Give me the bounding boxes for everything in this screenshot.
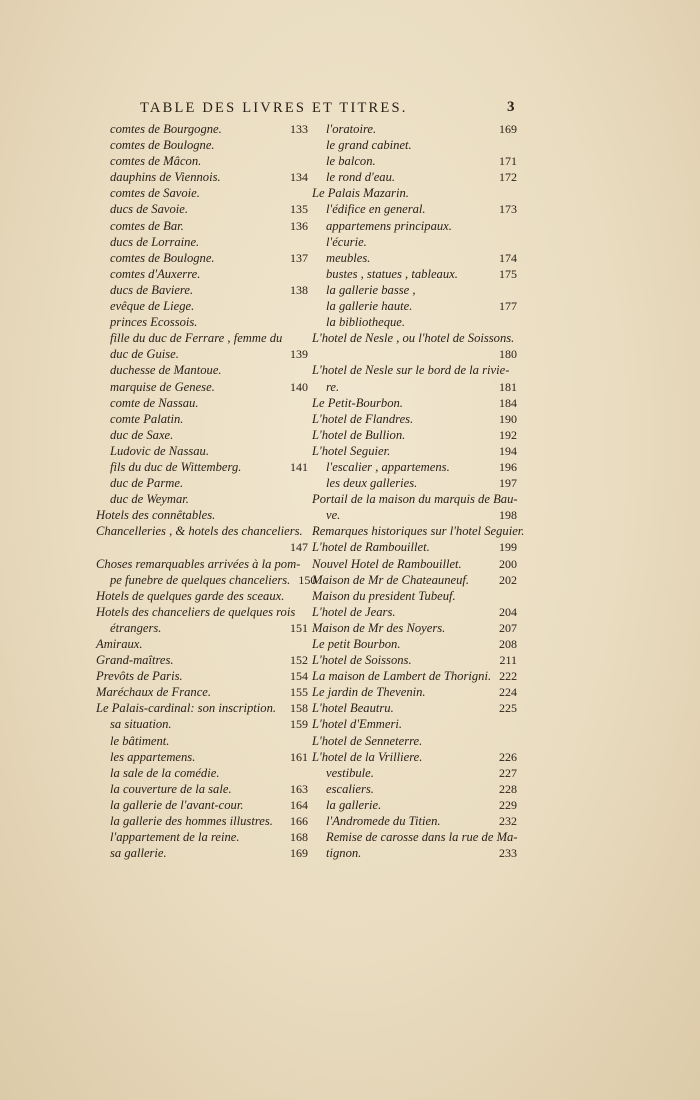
entry-page-number: 141 — [290, 459, 308, 474]
index-entry — [96, 781, 308, 797]
index-entry — [312, 845, 517, 861]
entry-title: L'hotel de Bullion. — [312, 427, 406, 442]
index-entry — [312, 829, 517, 845]
entry-title: sa situation. — [110, 717, 172, 732]
entry-title: L'hotel de Nesle , ou l'hotel de Soissons. — [312, 331, 515, 346]
index-entry — [96, 443, 308, 459]
index-entry — [96, 620, 308, 636]
entry-title: Hotels des connêtables. — [96, 508, 216, 523]
index-entry — [96, 700, 308, 716]
entry-title: la sale de la comédie. — [110, 765, 220, 780]
entry-title: Ludovic de Nassau. — [110, 443, 209, 458]
index-entry — [96, 459, 308, 475]
entry-page-number: 202 — [499, 572, 517, 587]
entry-title: Amiraux. — [96, 637, 143, 651]
entry-page-number: 197 — [499, 476, 517, 491]
index-entry — [96, 684, 308, 700]
index-entry — [96, 829, 308, 845]
index-entry — [312, 298, 517, 314]
entry-title: duc de Weymar. — [110, 492, 189, 507]
entry-title: la gallerie des hommes illustres. — [110, 814, 273, 829]
entry-page-number: 177 — [499, 299, 517, 314]
entry-title: Le petit Bourbon. — [312, 637, 401, 651]
entry-page-number: 225 — [499, 701, 517, 716]
index-entry — [312, 684, 517, 700]
entry-title: comtes de Savoie. — [110, 186, 200, 201]
entry-page-number: 190 — [499, 411, 517, 426]
index-entry — [96, 137, 308, 153]
entry-page-number: 138 — [290, 282, 308, 297]
entry-title: L'hotel d'Emmeri. — [312, 717, 403, 732]
entry-page-number: 155 — [290, 685, 308, 700]
index-entry — [312, 572, 517, 588]
index-entry — [312, 668, 517, 684]
index-entry — [312, 620, 517, 636]
entry-title: evêque de Liege. — [110, 299, 195, 314]
index-entry — [96, 539, 308, 555]
entry-title: la couverture de la sale. — [110, 781, 232, 796]
index-entry — [96, 845, 308, 861]
entry-title: Chancelleries , & hotels des chanceliers. — [96, 524, 303, 539]
index-entry — [312, 362, 517, 378]
index-entry — [96, 201, 308, 217]
entry-title: L'hotel de Soissons. — [312, 653, 412, 668]
entry-title: l'oratoire. — [326, 122, 377, 136]
entry-page-number: 158 — [290, 701, 308, 716]
index-entry — [312, 169, 517, 185]
index-entry — [312, 716, 517, 732]
entry-page-number: 169 — [499, 122, 517, 136]
index-entry — [312, 556, 517, 572]
entry-title: L'hotel de la Vrilliere. — [312, 749, 423, 764]
index-entry — [312, 201, 517, 217]
entry-title: ducs de Lorraine. — [110, 234, 200, 249]
entry-title: la gallerie. — [326, 797, 382, 812]
index-entry — [96, 379, 308, 395]
entry-title: Remise de carosse dans la rue de Ma- — [326, 830, 518, 845]
entry-title: Hotels de quelques garde des sceaux. — [96, 588, 285, 603]
entry-title: les appartemens. — [110, 749, 196, 764]
entry-title: Le jardin de Thevenin. — [312, 685, 426, 700]
index-column-left — [96, 121, 317, 861]
entry-title: marquise de Genese. — [110, 379, 215, 394]
index-entry — [96, 121, 308, 137]
entry-page-number: 174 — [499, 250, 517, 265]
index-entry — [96, 153, 308, 169]
entry-title: comtes de Mâcon. — [110, 154, 202, 169]
entry-title: duc de Parme. — [110, 476, 184, 491]
index-entry — [312, 636, 517, 652]
entry-title: Remarques historiques sur l'hotel Seguier. — [312, 524, 525, 539]
entry-title: La maison de Lambert de Thorigni. — [312, 669, 492, 684]
index-entry — [312, 411, 517, 427]
index-entry — [312, 765, 517, 781]
entry-page-number: 224 — [499, 685, 517, 700]
entry-title: le bâtiment. — [110, 733, 170, 748]
entry-page-number: 229 — [499, 797, 517, 812]
entry-page-number: 198 — [499, 508, 517, 523]
entry-page-number: 204 — [499, 604, 517, 619]
entry-title: sa gallerie. — [110, 846, 167, 861]
index-entry — [96, 588, 308, 604]
entry-title: pe funebre de quelques chanceliers. — [110, 572, 291, 587]
entry-title: meubles. — [326, 250, 371, 265]
entry-title: la gallerie basse , — [326, 282, 416, 297]
entry-page-number: 164 — [290, 797, 308, 812]
index-entry — [312, 266, 517, 282]
entry-page-number: 147 — [290, 540, 308, 555]
entry-title: L'hotel de Flandres. — [312, 411, 414, 426]
entry-title: l'écurie. — [326, 234, 367, 249]
entry-page-number: 136 — [290, 218, 308, 233]
entry-title: ve. — [326, 508, 341, 523]
entry-page-number: 140 — [290, 379, 308, 394]
entry-title: étrangers. — [110, 620, 162, 635]
index-entry — [96, 507, 308, 523]
index-entry — [312, 491, 517, 507]
entry-title: ducs de Savoie. — [110, 202, 188, 217]
entry-title: comtes de Boulogne. — [110, 138, 215, 153]
entry-title: Prevôts de Paris. — [96, 669, 183, 684]
index-entry — [312, 346, 517, 362]
index-entry — [96, 813, 308, 829]
index-entry — [96, 668, 308, 684]
index-entry — [312, 797, 517, 813]
index-entry — [312, 395, 517, 411]
entry-page-number: 175 — [499, 266, 517, 281]
entry-title: Portail de la maison du marquis de Bau- — [312, 492, 518, 507]
entry-page-number: 169 — [290, 846, 308, 861]
entry-title: l'édifice en general. — [326, 202, 426, 217]
index-entry — [96, 556, 308, 572]
index-entry — [312, 749, 517, 765]
entry-title: comte Palatin. — [110, 411, 184, 426]
entry-title: Maison du president Tubeuf. — [312, 588, 456, 603]
index-entry — [312, 507, 517, 523]
entry-page-number: 168 — [290, 830, 308, 845]
entry-title: comtes de Bourgogne. — [110, 122, 222, 136]
entry-page-number: 154 — [290, 669, 308, 684]
entry-title: l'appartement de la reine. — [110, 830, 240, 845]
index-entry — [96, 169, 308, 185]
entry-title: Le Petit-Bourbon. — [312, 395, 403, 410]
entry-title: ducs de Baviere. — [110, 282, 194, 297]
entry-title: fils du duc de Wittemberg. — [110, 459, 242, 474]
index-entry — [312, 218, 517, 234]
index-entry — [96, 716, 308, 732]
entry-title: L'hotel Seguier. — [312, 443, 391, 458]
index-entry — [312, 443, 517, 459]
index-entry — [312, 604, 517, 620]
entry-title: Le Palais Mazarin. — [312, 186, 409, 201]
entry-title: L'hotel de Jears. — [312, 604, 396, 619]
entry-page-number: 192 — [499, 427, 517, 442]
entry-page-number: 171 — [499, 154, 517, 169]
index-entry — [96, 572, 317, 588]
page-number: 3 — [507, 99, 515, 115]
index-entry — [96, 282, 308, 298]
entry-page-number: 227 — [499, 765, 517, 780]
entry-page-number: 207 — [499, 620, 517, 635]
entry-page-number: 159 — [290, 717, 308, 732]
entry-title: Maison de Mr de Chateauneuf. — [312, 572, 470, 587]
entry-title: les deux galleries. — [326, 476, 418, 491]
entry-page-number: 135 — [290, 202, 308, 217]
index-entry — [312, 652, 517, 668]
entry-page-number: 150 — [298, 572, 317, 587]
entry-page-number: 232 — [499, 814, 517, 829]
entry-title: vestibule. — [326, 765, 374, 780]
entry-title: L'hotel Beautru. — [312, 701, 394, 716]
index-entry — [96, 234, 308, 250]
entry-title: la bibliotheque. — [326, 315, 406, 330]
entry-title: la gallerie haute. — [326, 299, 413, 314]
entry-title: duc de Saxe. — [110, 427, 174, 442]
entry-title: comtes d'Auxerre. — [110, 266, 201, 281]
entry-title: tignon. — [326, 846, 362, 861]
index-entry — [96, 523, 308, 539]
entry-title: Grand-maîtres. — [96, 653, 174, 668]
entry-title: la gallerie de l'avant-cour. — [110, 797, 244, 812]
index-entry — [312, 781, 517, 797]
index-entry — [312, 234, 517, 250]
entry-title: l'escalier , appartemens. — [326, 459, 450, 474]
entry-page-number: 222 — [499, 669, 518, 684]
entry-title: Maison de Mr des Noyers. — [312, 620, 446, 635]
entry-page-number: 233 — [499, 846, 517, 861]
index-entry — [96, 266, 308, 282]
index-entry — [96, 346, 308, 362]
entry-page-number: 228 — [499, 781, 517, 796]
index-entry — [312, 250, 517, 266]
index-entry — [312, 813, 517, 829]
entry-page-number: 184 — [499, 395, 517, 410]
entry-page-number: 181 — [499, 379, 517, 394]
index-entry — [312, 733, 517, 749]
index-entry — [96, 491, 308, 507]
index-entry — [96, 250, 308, 266]
entry-page-number: 152 — [290, 653, 308, 668]
entry-title: duc de Guise. — [110, 347, 179, 362]
entry-title: comtes de Bar. — [110, 218, 184, 233]
entry-title: l'Andromede du Titien. — [326, 814, 441, 829]
entry-page-number: 199 — [499, 540, 517, 555]
index-entry — [96, 749, 308, 765]
entry-title: Le Palais-cardinal: son inscription. — [96, 701, 277, 716]
index-entry — [312, 459, 517, 475]
entry-page-number: 196 — [499, 459, 517, 474]
entry-page-number: 208 — [499, 637, 517, 651]
entry-title: duchesse de Mantoue. — [110, 363, 222, 378]
entry-page-number: 173 — [499, 202, 517, 217]
entry-title: appartemens principaux. — [326, 218, 452, 233]
index-entry — [312, 475, 517, 491]
entry-title: le grand cabinet. — [326, 138, 412, 153]
entry-title: dauphins de Viennois. — [110, 170, 221, 185]
entry-page-number: 151 — [290, 620, 308, 635]
entry-title: re. — [326, 379, 340, 394]
index-entry — [312, 121, 517, 137]
entry-page-number: 134 — [290, 170, 308, 185]
entry-page-number: 180 — [499, 347, 517, 362]
index-entry — [312, 539, 517, 555]
index-entry — [96, 411, 308, 427]
index-entry — [96, 314, 308, 330]
index-entry — [312, 137, 517, 153]
index-entry — [312, 523, 525, 539]
entry-page-number: 137 — [290, 250, 308, 265]
index-entry — [96, 427, 308, 443]
running-header: TABLE DES LIVRES ET TITRES. — [140, 100, 408, 116]
entry-title: comtes de Boulogne. — [110, 250, 215, 265]
entry-page-number: 194 — [499, 443, 517, 458]
index-entry — [96, 298, 308, 314]
entry-page-number: 200 — [499, 556, 517, 571]
index-entry — [96, 218, 308, 234]
index-entry — [96, 475, 308, 491]
entry-title: L'hotel de Rambouillet. — [312, 540, 430, 555]
entry-page-number: 133 — [290, 122, 308, 136]
index-entry — [312, 153, 517, 169]
entry-page-number: 163 — [290, 781, 308, 796]
index-entry — [312, 314, 517, 330]
entry-page-number: 161 — [290, 749, 308, 764]
entry-title: L'hotel de Nesle sur le bord de la rivie- — [312, 363, 510, 378]
entry-title: bustes , statues , tableaux. — [326, 266, 458, 281]
entry-title: le balcon. — [326, 154, 376, 169]
index-entry — [312, 588, 517, 604]
index-entry — [96, 604, 308, 620]
index-entry — [96, 185, 308, 201]
index-entry — [96, 765, 308, 781]
index-entry — [312, 700, 517, 716]
entry-title: fille du duc de Ferrare , femme du — [110, 331, 283, 346]
entry-page-number: 172 — [499, 170, 517, 185]
entry-page-number: 211 — [499, 653, 517, 668]
index-entry — [312, 379, 517, 395]
index-entry — [96, 636, 308, 652]
index-entry — [96, 330, 308, 346]
entry-title: princes Ecossois. — [110, 315, 198, 330]
index-column-right — [312, 121, 525, 861]
entry-title: Nouvel Hotel de Rambouillet. — [312, 556, 462, 571]
entry-title: le rond d'eau. — [326, 170, 396, 185]
entry-page-number: 226 — [499, 749, 517, 764]
entry-title: escaliers. — [326, 781, 374, 796]
index-entry — [96, 395, 308, 411]
index-entry — [312, 282, 517, 298]
index-entry — [96, 652, 308, 668]
entry-title: Choses remarquables arrivées à la pom- — [96, 556, 301, 571]
index-entry — [312, 330, 517, 346]
entry-title: Hotels des chanceliers de quelques rois — [96, 604, 296, 619]
index-entry — [96, 733, 308, 749]
index-entry — [312, 427, 517, 443]
entry-page-number: 166 — [290, 814, 308, 829]
entry-page-number: 139 — [290, 347, 308, 362]
entry-title: Maréchaux de France. — [96, 685, 212, 700]
entry-title: comte de Nassau. — [110, 395, 199, 410]
index-entry — [312, 185, 517, 201]
entry-title: L'hotel de Senneterre. — [312, 733, 423, 748]
index-entry — [96, 362, 308, 378]
index-entry — [96, 797, 308, 813]
